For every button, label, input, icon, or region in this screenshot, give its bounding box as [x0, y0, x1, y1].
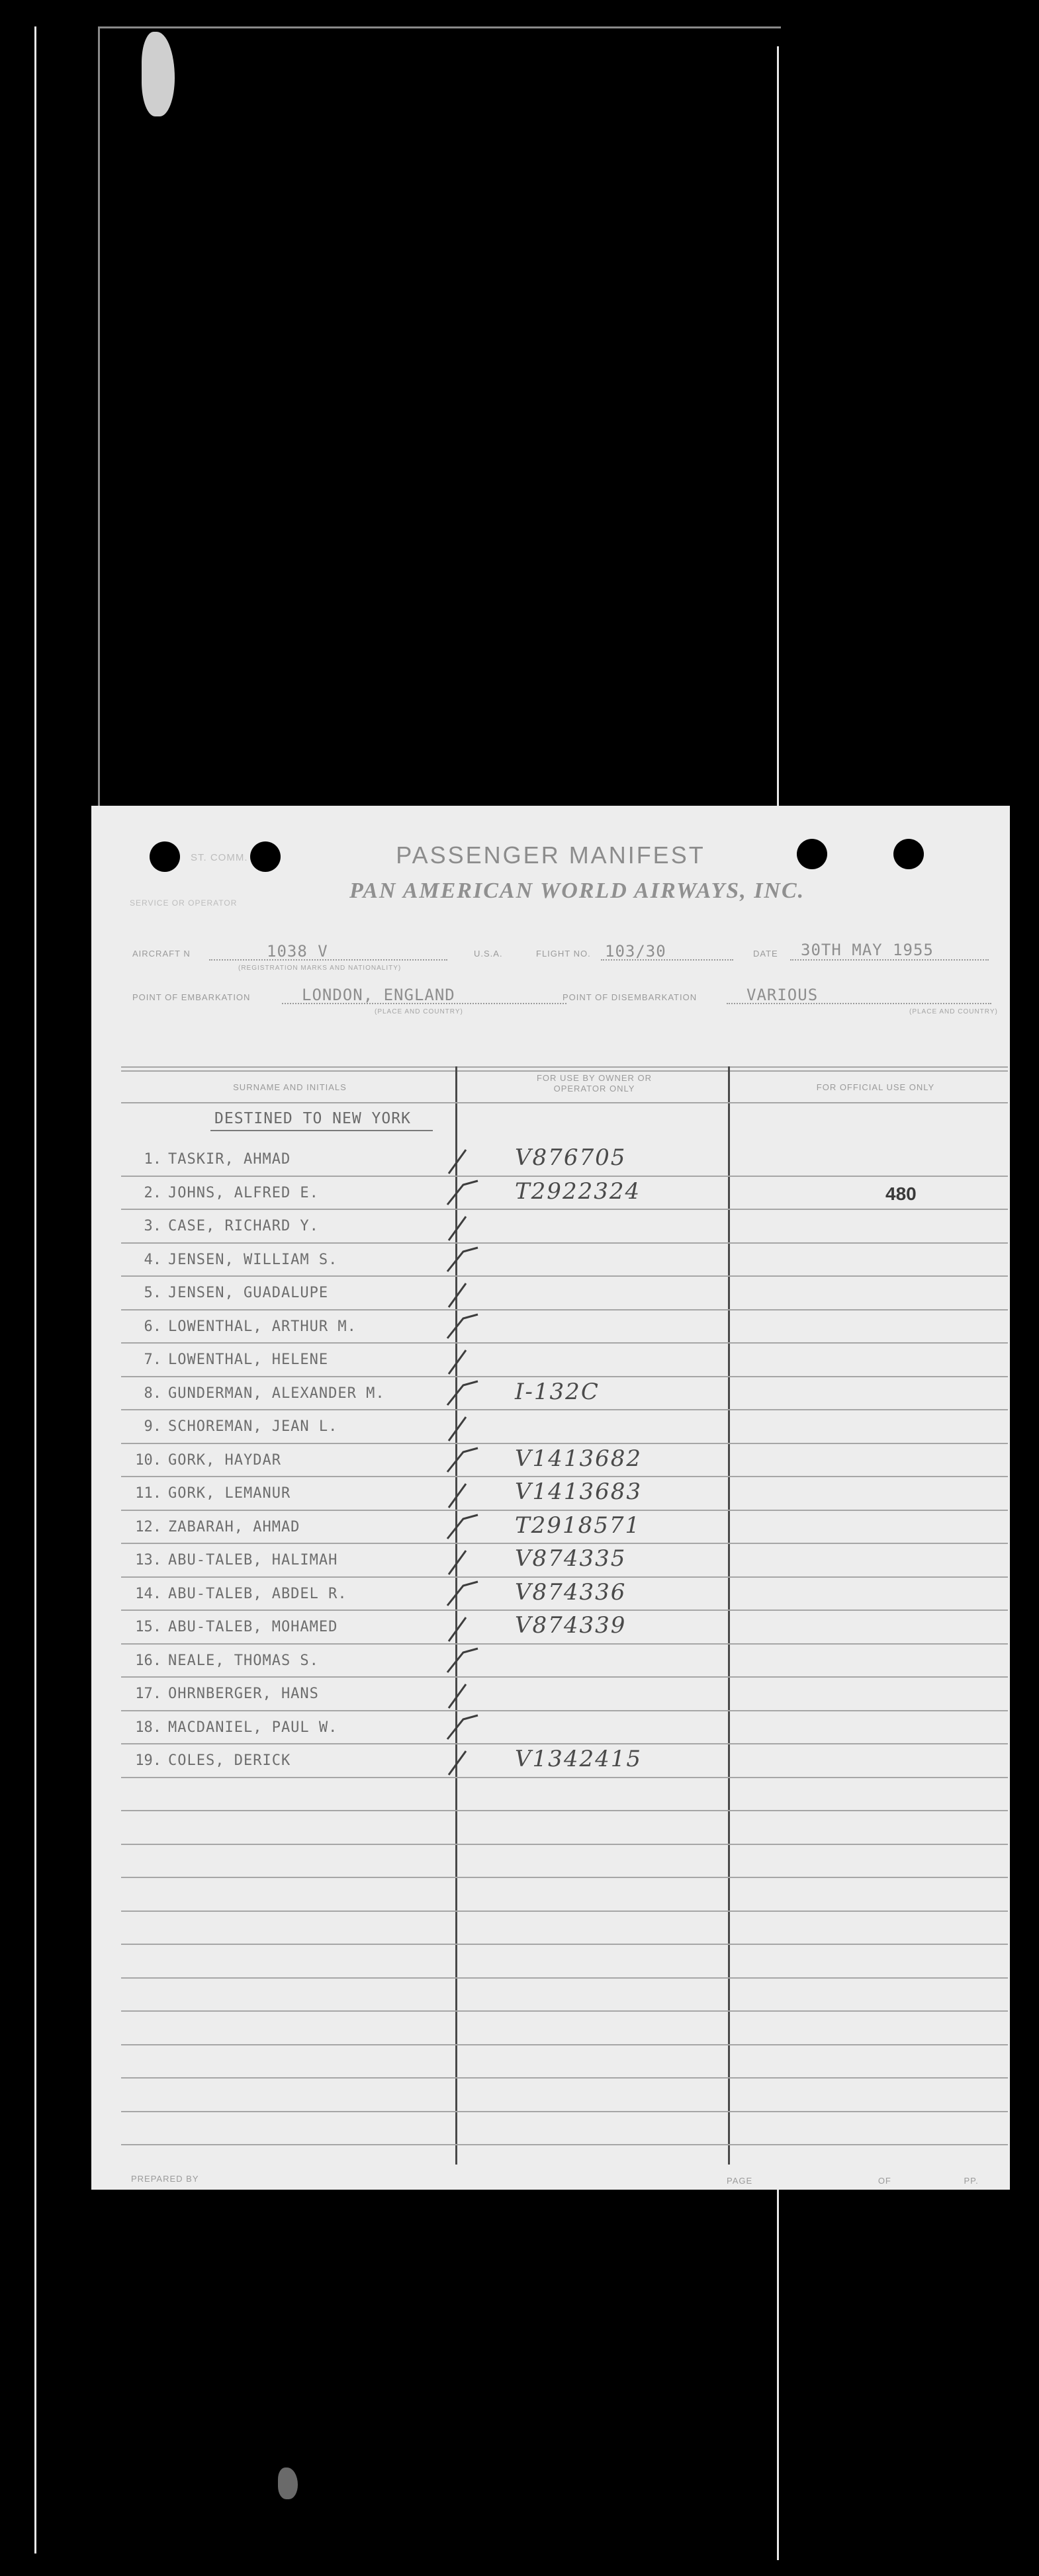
table-row — [91, 1578, 1010, 1611]
paper-scrap — [278, 2468, 298, 2499]
checkmark-icon — [443, 1144, 483, 1176]
aircraft-label: AIRCRAFT N — [132, 949, 191, 959]
row-rule — [121, 1376, 1008, 1377]
row-number: 7. — [144, 1352, 161, 1368]
table-row — [91, 1210, 1010, 1244]
row-rule — [121, 1309, 1008, 1310]
table-row — [91, 1511, 1010, 1545]
row-number: 13. — [135, 1552, 161, 1568]
row-rule — [121, 1610, 1008, 1611]
table-row — [91, 1344, 1010, 1377]
passenger-name: GUNDERMAN, ALEXANDER M. — [168, 1385, 385, 1402]
disembarkation-sublabel: (PLACE AND COUNTRY) — [909, 1008, 998, 1015]
empty-row-rule — [121, 1944, 1008, 1945]
passenger-name: LOWENTHAL, HELENE — [168, 1352, 329, 1368]
table-row — [91, 1244, 1010, 1277]
row-number: 9. — [144, 1418, 161, 1435]
checkmark-icon — [443, 1713, 483, 1744]
row-number: 15. — [135, 1619, 161, 1635]
date-value: 30TH MAY 1955 — [801, 941, 934, 959]
table-row — [91, 1645, 1010, 1678]
header-bottom-rule — [121, 1102, 1008, 1103]
table-row — [91, 1477, 1010, 1511]
row-number: 10. — [135, 1451, 161, 1469]
of-label: OF — [878, 2176, 891, 2186]
page-label: PAGE — [727, 2176, 753, 2186]
passport-number: V874339 — [515, 1612, 627, 1639]
row-number: 14. — [135, 1585, 161, 1602]
scan-edge-line — [34, 26, 36, 2554]
row-number: 18. — [135, 1719, 161, 1736]
table-row — [91, 1544, 1010, 1578]
row-rule — [121, 1342, 1008, 1344]
passport-number: V1342415 — [515, 1746, 642, 1772]
checkmark-icon — [443, 1211, 483, 1243]
row-rule — [121, 1576, 1008, 1578]
checkmark-icon — [443, 1579, 483, 1611]
empty-row-rule — [121, 2077, 1008, 2079]
row-number: 5. — [144, 1285, 161, 1301]
checkmark-icon — [443, 1746, 483, 1778]
empty-row-rule — [121, 1844, 1008, 1845]
row-rule — [121, 1209, 1008, 1210]
row-rule — [121, 1510, 1008, 1511]
official-use-value: 480 — [885, 1183, 917, 1204]
operator-stamp: ST. COMM. — [191, 852, 248, 863]
checkmark-icon — [443, 1679, 483, 1711]
row-number: 4. — [144, 1251, 161, 1268]
column-header-official-use: FOR OFFICIAL USE ONLY — [816, 1082, 935, 1092]
row-rule — [121, 1409, 1008, 1410]
passport-number: V874336 — [515, 1578, 627, 1606]
row-number: 11. — [135, 1485, 161, 1502]
passport-number: I-132C — [515, 1378, 600, 1405]
embarkation-sublabel: (PLACE AND COUNTRY) — [375, 1008, 463, 1015]
flight-label: FLIGHT NO. — [536, 949, 591, 959]
passenger-name: NEALE, THOMAS S. — [168, 1652, 319, 1669]
empty-row-rule — [121, 2010, 1008, 2012]
row-number: 3. — [144, 1218, 161, 1234]
disembarkation-label: POINT OF DISEMBARKATION — [563, 992, 698, 1002]
table-row — [91, 1310, 1010, 1344]
manifest-sheet — [91, 806, 1010, 2190]
passport-number: V1413683 — [515, 1479, 642, 1505]
passport-number: T2922324 — [515, 1178, 641, 1205]
passenger-name: ABU-TALEB, MOHAMED — [168, 1619, 338, 1635]
passenger-name: JOHNS, ALFRED E. — [168, 1184, 319, 1201]
checkmark-icon — [443, 1178, 483, 1210]
table-row — [91, 1143, 1010, 1177]
row-rule — [121, 1777, 1008, 1778]
table-row — [91, 1611, 1010, 1645]
table-row — [91, 1410, 1010, 1444]
row-rule — [121, 1743, 1008, 1744]
passenger-name: OHRNBERGER, HANS — [168, 1686, 319, 1702]
scan-edge-line — [98, 26, 100, 807]
checkmark-icon — [443, 1612, 483, 1644]
checkmark-icon — [443, 1479, 483, 1510]
date-line — [790, 959, 989, 961]
passport-number: V876705 — [515, 1144, 627, 1171]
section-heading: DESTINED TO NEW YORK — [214, 1110, 411, 1127]
table-row — [91, 1277, 1010, 1310]
table-row — [91, 1377, 1010, 1411]
aircraft-sublabel: (REGISTRATION MARKS AND NATIONALITY) — [238, 965, 402, 972]
page-indicator — [727, 2174, 979, 2186]
aircraft-line — [209, 959, 447, 961]
pp-label: PP. — [964, 2176, 979, 2186]
passenger-name: TASKIR, AHMAD — [168, 1151, 291, 1168]
table-row — [91, 1678, 1010, 1711]
empty-row-rule — [121, 2111, 1008, 2112]
row-rule — [121, 1710, 1008, 1711]
operator-stamp-label: SERVICE OR OPERATOR — [130, 898, 238, 908]
row-number: 19. — [135, 1752, 161, 1769]
passenger-name: GORK, HAYDAR — [168, 1451, 281, 1469]
passport-number: T2918571 — [515, 1512, 641, 1539]
passport-number: V874335 — [515, 1545, 627, 1572]
checkmark-icon — [443, 1646, 483, 1678]
passenger-name: ZABARAH, AHMAD — [168, 1518, 300, 1535]
checkmark-icon — [443, 1379, 483, 1410]
row-rule — [121, 1275, 1008, 1277]
embarkation-label: POINT OF EMBARKATION — [132, 992, 251, 1002]
row-number: 6. — [144, 1318, 161, 1335]
empty-row-rule — [121, 2144, 1008, 2145]
passenger-name: GORK, LEMANUR — [168, 1485, 291, 1502]
checkmark-icon — [443, 1245, 483, 1277]
passenger-name: LOWENTHAL, ARTHUR M. — [168, 1318, 357, 1335]
row-number: 16. — [135, 1652, 161, 1669]
date-label: DATE — [753, 949, 778, 959]
checkmark-icon — [443, 1545, 483, 1577]
passport-number: V1413682 — [515, 1445, 642, 1472]
checkmark-icon — [443, 1412, 483, 1443]
scan-edge-line — [99, 26, 781, 28]
column-header-surname: SURNAME AND INITIALS — [233, 1082, 347, 1092]
row-rule — [121, 1676, 1008, 1678]
empty-row-rule — [121, 1911, 1008, 1912]
table-row — [91, 1444, 1010, 1478]
row-number: 12. — [135, 1518, 161, 1535]
checkmark-icon — [443, 1345, 483, 1377]
row-number: 1. — [144, 1151, 161, 1168]
empty-row-rule — [121, 2044, 1008, 2045]
section-heading-underline — [210, 1130, 433, 1131]
flight-value: 103/30 — [605, 942, 666, 961]
row-rule — [121, 1543, 1008, 1544]
row-rule — [121, 1176, 1008, 1177]
nationality: U.S.A. — [474, 949, 503, 959]
checkmark-icon — [443, 1278, 483, 1310]
row-rule — [121, 1242, 1008, 1244]
row-number: 2. — [144, 1184, 161, 1201]
checkmark-icon — [443, 1512, 483, 1544]
row-rule — [121, 1476, 1008, 1477]
embarkation-value: LONDON, ENGLAND — [302, 986, 455, 1004]
passenger-name: ABU-TALEB, HALIMAH — [168, 1552, 338, 1568]
row-number: 8. — [144, 1385, 161, 1402]
passenger-name: JENSEN, GUADALUPE — [168, 1285, 329, 1301]
passenger-name: JENSEN, WILLIAM S. — [168, 1251, 338, 1268]
prepared-by-label: PREPARED BY — [131, 2174, 199, 2184]
paper-scrap — [142, 32, 175, 116]
row-number: 17. — [135, 1686, 161, 1702]
passenger-name: MACDANIEL, PAUL W. — [168, 1719, 338, 1736]
passenger-name: ABU-TALEB, ABDEL R. — [168, 1585, 347, 1602]
page-title: PASSENGER MANIFEST — [396, 841, 705, 869]
empty-row-rule — [121, 1810, 1008, 1811]
disembarkation-value: VARIOUS — [746, 986, 819, 1004]
row-rule — [121, 1643, 1008, 1645]
table-row — [91, 1744, 1010, 1778]
passenger-name: CASE, RICHARD Y. — [168, 1218, 319, 1234]
row-rule — [121, 1443, 1008, 1444]
checkmark-icon — [443, 1445, 483, 1477]
column-header-owner-use: FOR USE BY OWNER OR OPERATOR ONLY — [536, 1073, 653, 1094]
empty-row-rule — [121, 1977, 1008, 1979]
table-row — [91, 1711, 1010, 1745]
aircraft-value: 1038 V — [267, 942, 328, 961]
table-row — [91, 1177, 1010, 1211]
airline-name: PAN AMERICAN WORLD AIRWAYS, INC. — [349, 879, 805, 903]
empty-row-rule — [121, 1877, 1008, 1878]
checkmark-icon — [443, 1312, 483, 1344]
passenger-name: COLES, DERICK — [168, 1752, 291, 1769]
table-top-rule — [121, 1070, 1008, 1072]
table-top-rule — [121, 1066, 1008, 1068]
passenger-name: SCHOREMAN, JEAN L. — [168, 1418, 338, 1435]
